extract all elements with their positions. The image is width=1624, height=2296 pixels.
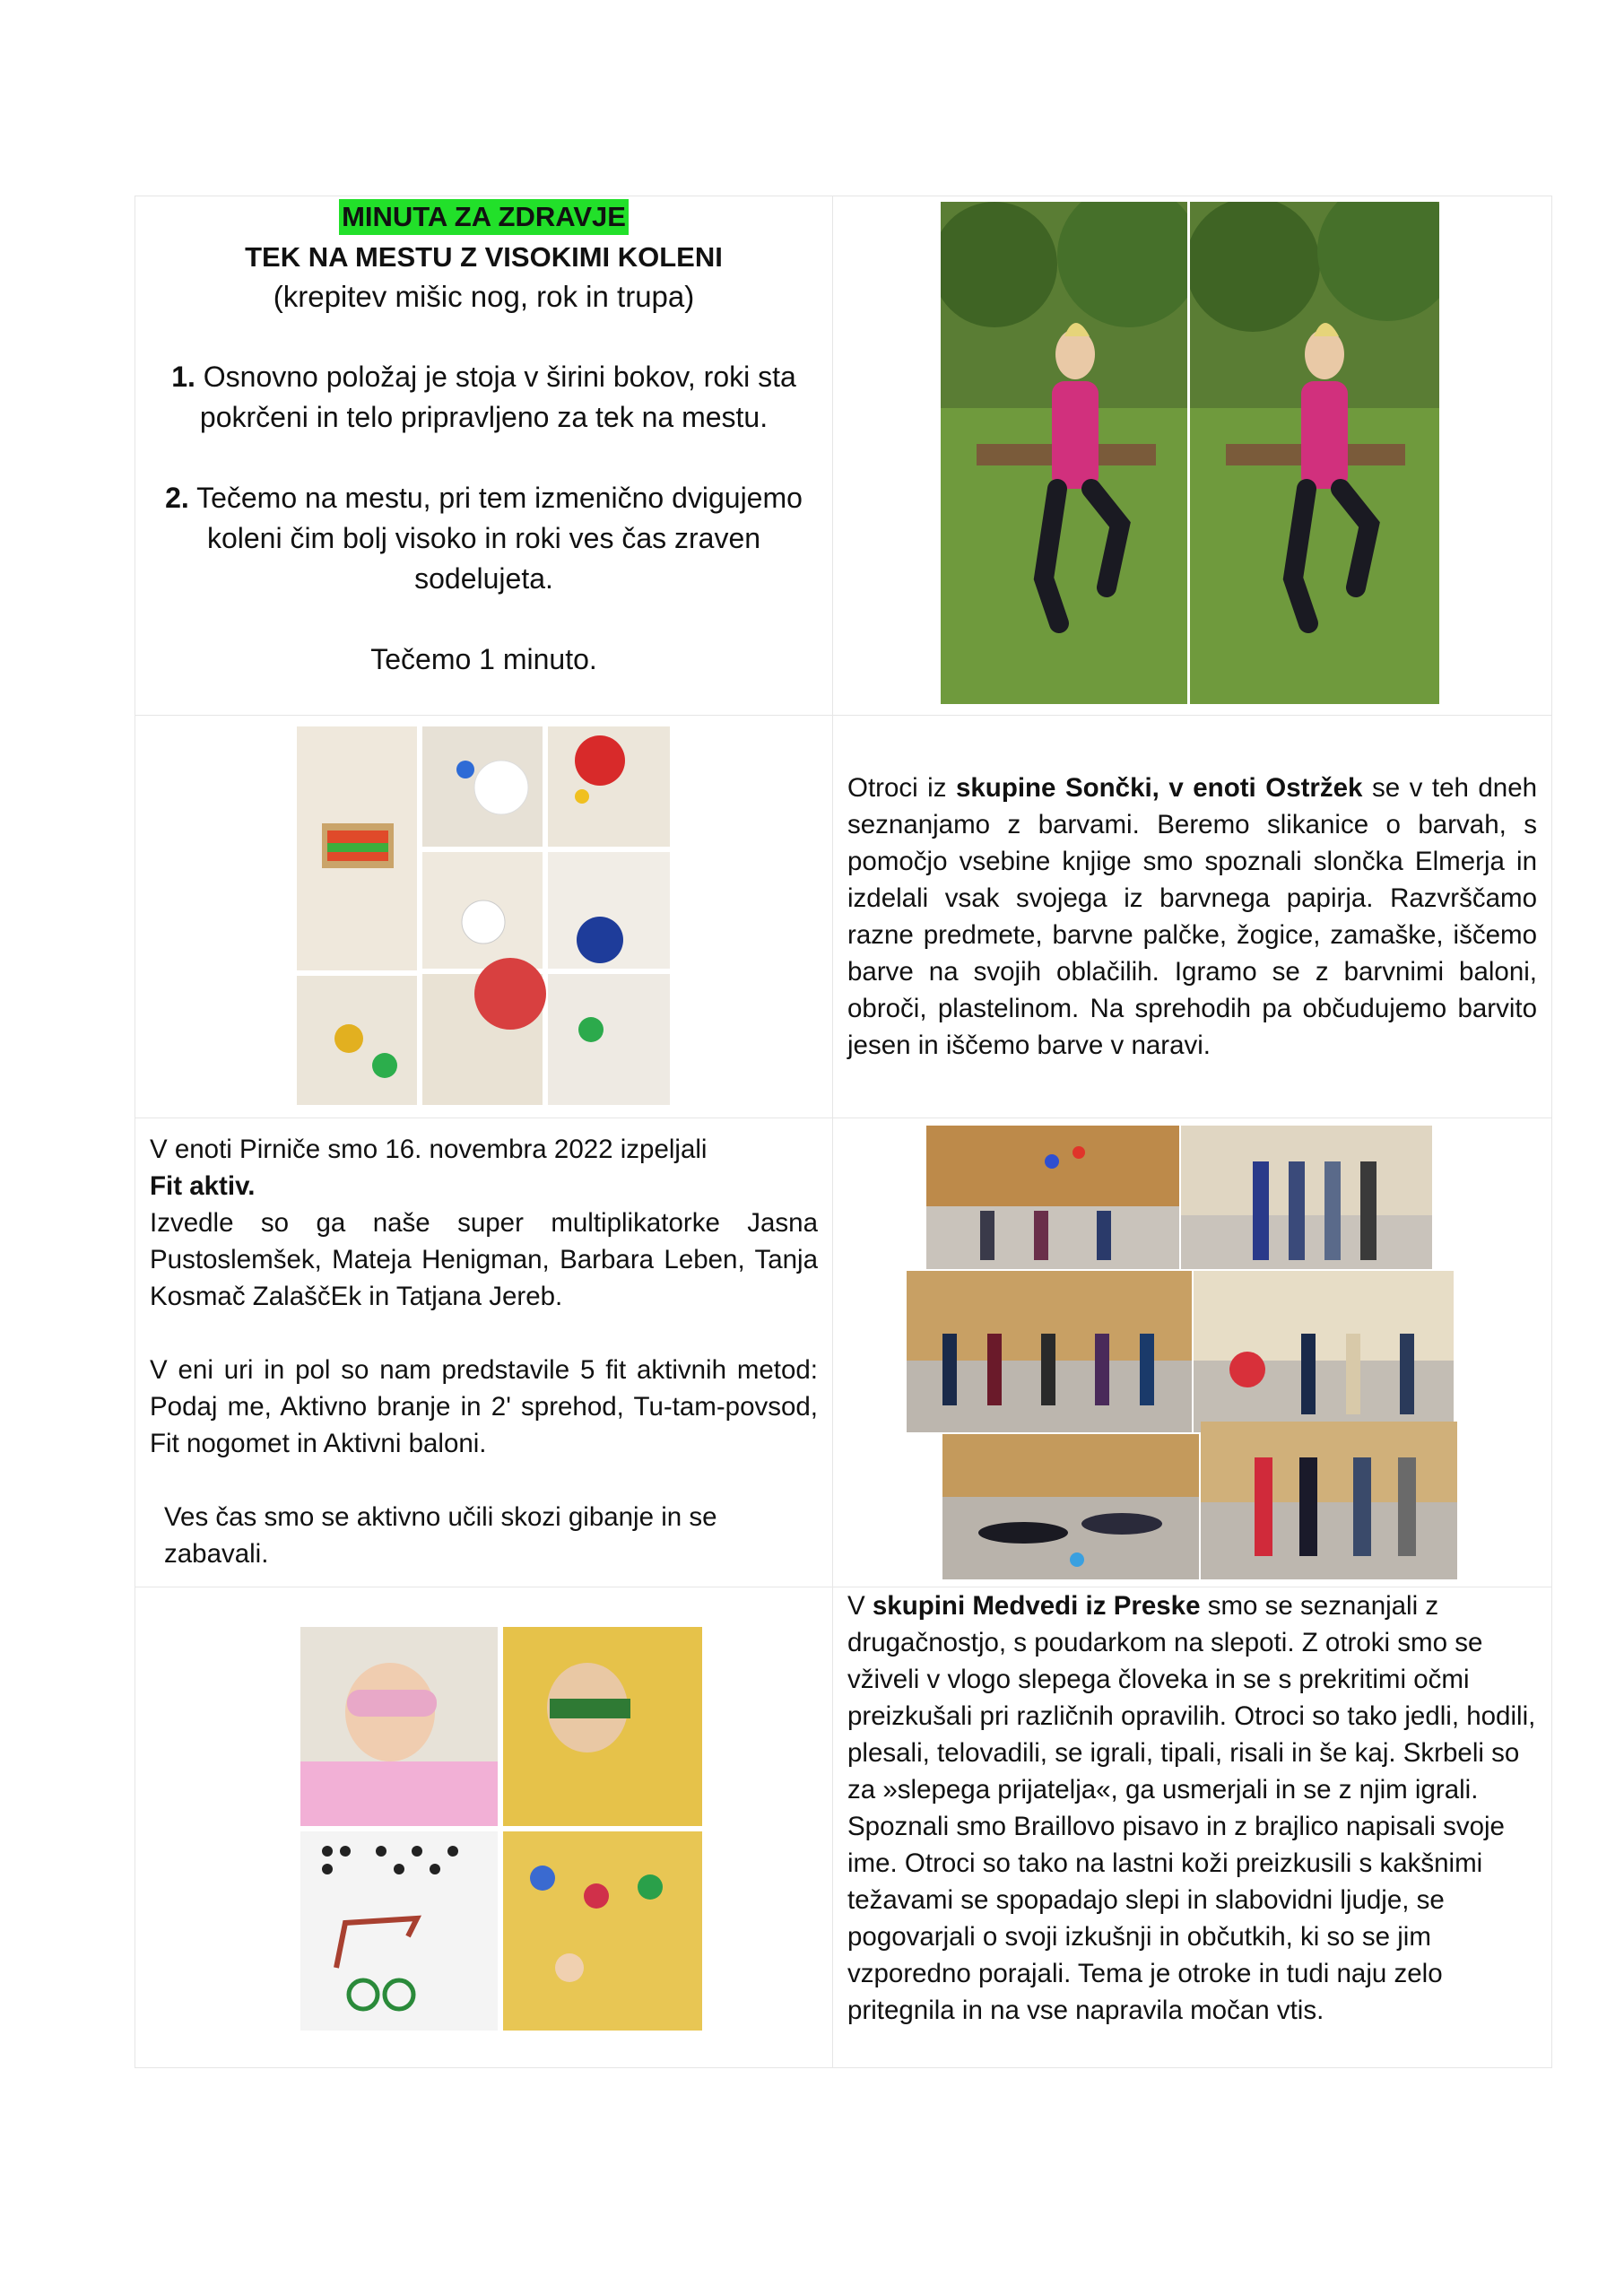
closing-line: Tečemo 1 minuto. bbox=[370, 643, 597, 675]
gym-photo-5 bbox=[942, 1434, 1199, 1579]
colors-collage-cell bbox=[135, 716, 833, 1118]
step-1: 1. Osnovno položaj je stoja v širini bokov, roki sta pokrčeni in telo pripravljeno za tek na mestu. bbox=[171, 361, 796, 433]
blindness-text-cell bbox=[833, 1587, 1552, 2068]
fit-aktiv-closing: Ves čas smo se aktivno učili skozi gibanje in se zabavali. bbox=[164, 1502, 717, 1569]
exercise-title: TEK NA MESTU Z VISOKIMI KOLENI bbox=[245, 241, 723, 273]
highlighted-title: MINUTA ZA ZDRAVJE bbox=[339, 199, 629, 235]
fit-aktiv-presenters: Izvedle so ga naše super multiplikatorke Jasna Pustoslemšek, Mateja Henigman, Barbara Leben, Tanja Kosmač ZalaščEk in Tatjana Jereb. bbox=[150, 1208, 818, 1311]
gym-photo-1 bbox=[926, 1126, 1179, 1269]
gym-photo-4 bbox=[1194, 1271, 1454, 1432]
gym-photo-2 bbox=[1181, 1126, 1432, 1269]
colors-text-cell bbox=[833, 716, 1552, 1118]
colors-description: Otroci iz skupine Sončki, v enoti Ostržek se v teh dneh seznanjamo z barvami. Beremo slikanice o barvah, s pomočjo vsebine knjige smo spoznali slončka Elmerja in izdelali vsak svojega iz barvnega papirja. Razvrščamo razne predmete, barvne palčke, žogice, zamaške, iščemo barve na svojih oblačilih. Igramo se z barvnimi baloni, obroči, plastelinom. Na sprehodih pa občudujemo barvito jesen in iščemo barve v naravi. bbox=[847, 773, 1538, 1060]
blindness-photos-cell bbox=[135, 1587, 833, 2068]
content-table bbox=[135, 196, 1552, 2068]
step-2: 2. Tečemo na mestu, pri tem izmenično dvigujemo koleni čim bolj visoko in roki ves čas zraven sodelujeta. bbox=[165, 482, 803, 595]
fit-aktiv-title: Fit aktiv. bbox=[150, 1171, 256, 1201]
fit-aktiv-methods: V eni uri in pol so nam predstavile 5 fit aktivnih metod: Podaj me, Aktivno branje in 2' sprehod, Tu-tam-povsod, Fit nogomet in Aktivni baloni. bbox=[150, 1355, 818, 1458]
exercise-photos-cell bbox=[833, 196, 1552, 716]
exercise-cell bbox=[135, 196, 833, 716]
exercise-purpose: (krepitev mišic nog, rok in trupa) bbox=[273, 280, 695, 313]
fit-aktiv-intro: V enoti Pirniče smo 16. novembra 2022 izpeljali bbox=[150, 1135, 708, 1164]
exercise-photo-left bbox=[941, 202, 1187, 704]
gym-photo-6 bbox=[1201, 1422, 1457, 1579]
fit-aktiv-text-cell bbox=[135, 1118, 833, 1587]
gym-photo-3 bbox=[907, 1271, 1192, 1432]
fit-aktiv-photos-cell bbox=[833, 1118, 1552, 1587]
blindness-photo-collage bbox=[300, 1627, 702, 2031]
blindness-description: V skupini Medvedi iz Preske smo se seznanjali z drugačnostjo, s poudarkom na slepoti. Z otroki smo se vživeli v vlogo slepega človeka in se s prekritimi očmi preizkušali pri različnih opravilih. Otroci so tako jedli, hodili, plesali, telovadili, se igrali, tipali, risali in še kaj. Skrbeli so za »slepega prijatelja«, ga usmerjali in se z njim igrali. Spoznali smo Braillovo pisavo in z brajlico napisali svoje ime. Otroci so tako na lastni koži preizkusili s kakšnimi težavami se spopadajo slepi in slabovidni ljudje, se pogovarjali o svoji izkušnji in občutkih, ki so se jim vzporedno porajali. Tema je otroke in tudi naju zelo pritegnila in na vse napravila močan vtis. bbox=[847, 1591, 1536, 2025]
colors-photo-collage bbox=[295, 725, 672, 1107]
exercise-photo-right bbox=[1190, 202, 1439, 704]
